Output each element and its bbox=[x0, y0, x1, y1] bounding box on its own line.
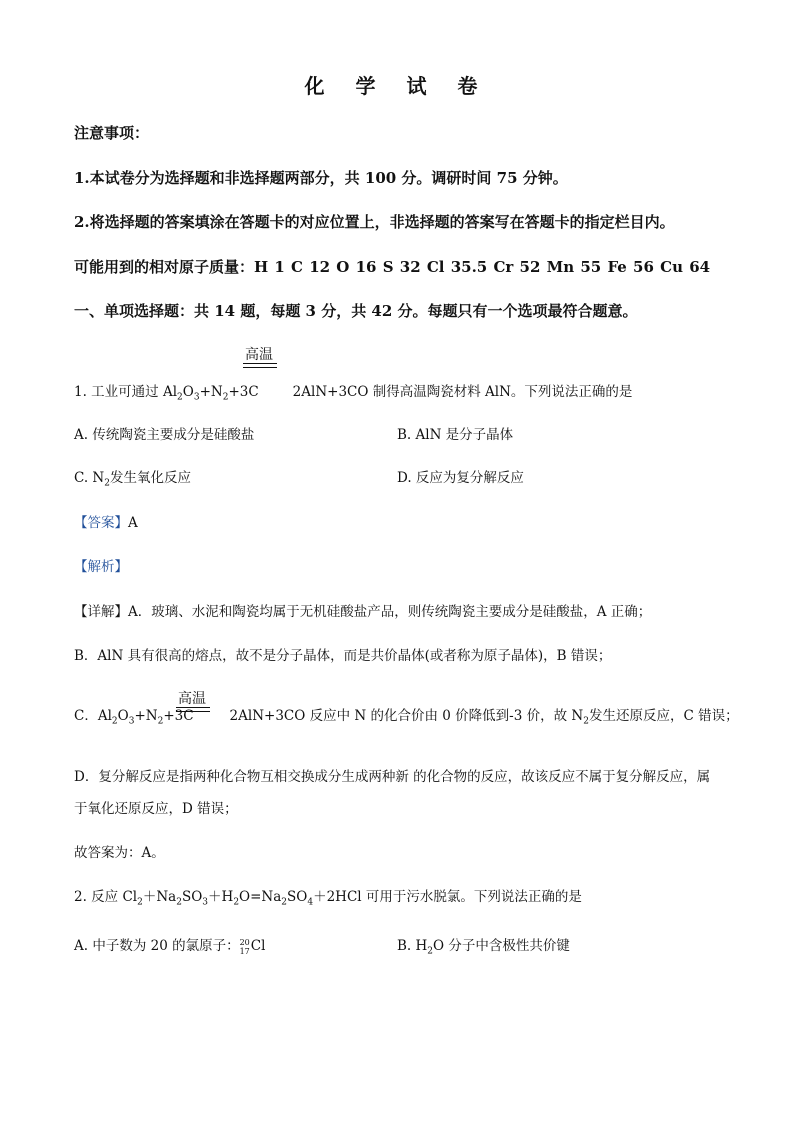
question-1-option-c: C. $N_2$发生氧化反应 bbox=[74, 470, 191, 489]
question-1-analysis-label: 【解析】 bbox=[74, 559, 128, 575]
page-title: 化 学 试 卷 bbox=[304, 74, 490, 98]
reaction-condition: 高温 bbox=[245, 347, 273, 363]
question-1-option-b: B. AlN 是分子晶体 bbox=[397, 427, 514, 443]
question-1-option-a: A. 传统陶瓷主要成分是硅酸盐 bbox=[74, 427, 255, 443]
question-2-option-a: A. 中子数为 20 的氯原子：20 17Cl bbox=[74, 937, 266, 956]
section-heading: 一、单项选择题：共 14 题，每题 3 分，共 42 分。每题只有一个选项最符合题意。 bbox=[74, 302, 638, 320]
question-1-conclusion: 故答案为：A。 bbox=[74, 845, 165, 861]
notice-item-1: 1.本试卷分为选择题和非选择题两部分，共 100 分。调研时间 75 分钟。 bbox=[74, 169, 568, 187]
question-1-detail-d-line-2: 于氧化还原反应，D 错误； bbox=[74, 801, 238, 817]
question-1-stem: 1. 工业可通过 $Al_2O_3+N_2+3C$ 2AlN+3CO 制得高温陶瓷材料 AlN。下列说法正确的是 bbox=[74, 384, 633, 403]
question-1-detail-a: 【详解】A．玻璃、水泥和陶瓷均属于无机硅酸盐产品，则传统陶瓷主要成分是硅酸盐，A 正确； bbox=[74, 604, 652, 620]
question-2-option-b: B. $H_2O$ 分子中含极性共价键 bbox=[397, 938, 570, 957]
question-1-answer: 【答案】A bbox=[74, 515, 138, 531]
detail-reaction-condition: 高温 bbox=[178, 691, 206, 707]
reaction-arrow bbox=[243, 363, 277, 368]
notice-heading: 注意事项： bbox=[74, 124, 150, 142]
atomic-masses: 可能用到的相对原子质量：H 1 C 12 O 16 S 32 Cl 35.5 Cr 52 Mn 55 Fe 56 Cu 64 bbox=[74, 258, 711, 276]
question-1-detail-c: C．$Al_2O_3+N_2+3C$ 2AlN+3CO 反应中 N 的化合价由 0 价降低到-3 价，故 $N_2$发生还原反应，C 错误； bbox=[74, 708, 739, 727]
question-2-stem: 2. 反应 $Cl_2+Na_2SO_3+H_2O=Na_2SO_4+2HCl$ 可用于污水脱氯。下列说法正确的是 bbox=[74, 889, 582, 908]
question-1-option-d: D. 反应为复分解反应 bbox=[397, 470, 524, 486]
isotope-notation: 20 17 bbox=[239, 937, 250, 956]
question-1-detail-d-line-1: D．复分解反应是指两种化合物互相交换成分生成两种新 的化合物的反应，故该反应不属于复分解反应，属 bbox=[74, 769, 711, 785]
notice-item-2: 2.将选择题的答案填涂在答题卡的对应位置上，非选择题的答案写在答题卡的指定栏目内。 bbox=[74, 213, 675, 231]
question-1-detail-b: B．AlN 具有很高的熔点，故不是分子晶体，而是共价晶体(或者称为原子晶体)，B 错误； bbox=[74, 648, 612, 664]
